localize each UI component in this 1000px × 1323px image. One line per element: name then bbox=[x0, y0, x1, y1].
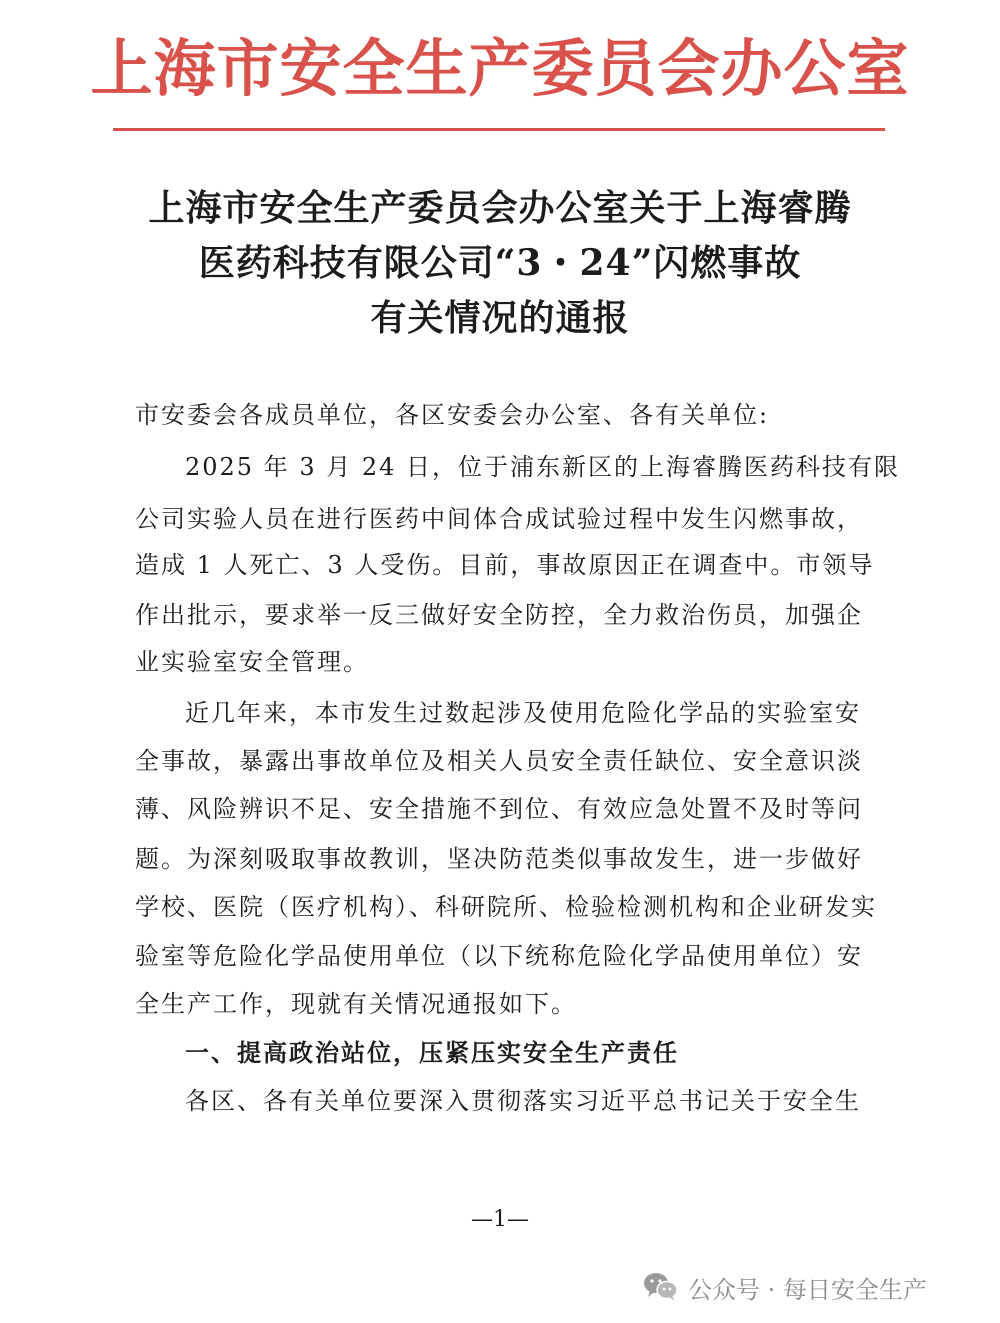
section-heading: 一、提高政治站位，压紧压实安全生产责任 bbox=[185, 1039, 679, 1067]
body-line: 造成 1 人死亡、3 人受伤。目前，事故原因正在调查中。市领导 bbox=[135, 551, 875, 579]
body-line: 2025 年 3 月 24 日，位于浦东新区的上海睿腾医药科技有限 bbox=[185, 453, 901, 481]
salutation: 市安委会各成员单位，各区安委会办公室、各有关单位: bbox=[135, 401, 770, 429]
document-title-line-2: 医药科技有限公司“3・24”闪燃事故 bbox=[198, 242, 802, 284]
body-line: 近几年来，本市发生过数起涉及使用危险化学品的实验室安 bbox=[185, 699, 861, 727]
letterhead-divider bbox=[113, 128, 885, 131]
document-title-line-3: 有关情况的通报 bbox=[370, 297, 630, 339]
body-line: 学校、医院（医疗机构）、科研院所、检验检测机构和企业研发实 bbox=[135, 893, 877, 921]
body-line: 全事故，暴露出事故单位及相关人员安全责任缺位、安全意识淡 bbox=[135, 747, 863, 775]
letterhead: 上海市安全生产委员会办公室 bbox=[90, 32, 910, 105]
body-line: 业实验室安全管理。 bbox=[135, 648, 369, 676]
watermark-text: 公众号 · 每日安全生产 bbox=[688, 1275, 927, 1304]
document-title-line-1: 上海市安全生产委员会办公室关于上海睿腾 bbox=[148, 187, 852, 229]
body-line: 薄、风险辨识不足、安全措施不到位、有效应急处置不及时等问 bbox=[135, 795, 863, 823]
body-line: 题。为深刻吸取事故教训，坚决防范类似事故发生，进一步做好 bbox=[135, 845, 863, 873]
wechat-icon bbox=[642, 1270, 680, 1304]
body-line: 全生产工作，现就有关情况通报如下。 bbox=[135, 990, 577, 1018]
body-line: 验室等危险化学品使用单位（以下统称危险化学品使用单位）安 bbox=[135, 942, 863, 970]
body-line: 各区、各有关单位要深入贯彻落实习近平总书记关于安全生 bbox=[185, 1087, 861, 1115]
body-line: 公司实验人员在进行医药中间体合成试验过程中发生闪燃事故， bbox=[135, 505, 863, 533]
body-line: 作出批示，要求举一反三做好安全防控，全力救治伤员，加强企 bbox=[135, 601, 863, 629]
page-number: —1— bbox=[471, 1207, 529, 1232]
watermark bbox=[642, 1267, 927, 1307]
